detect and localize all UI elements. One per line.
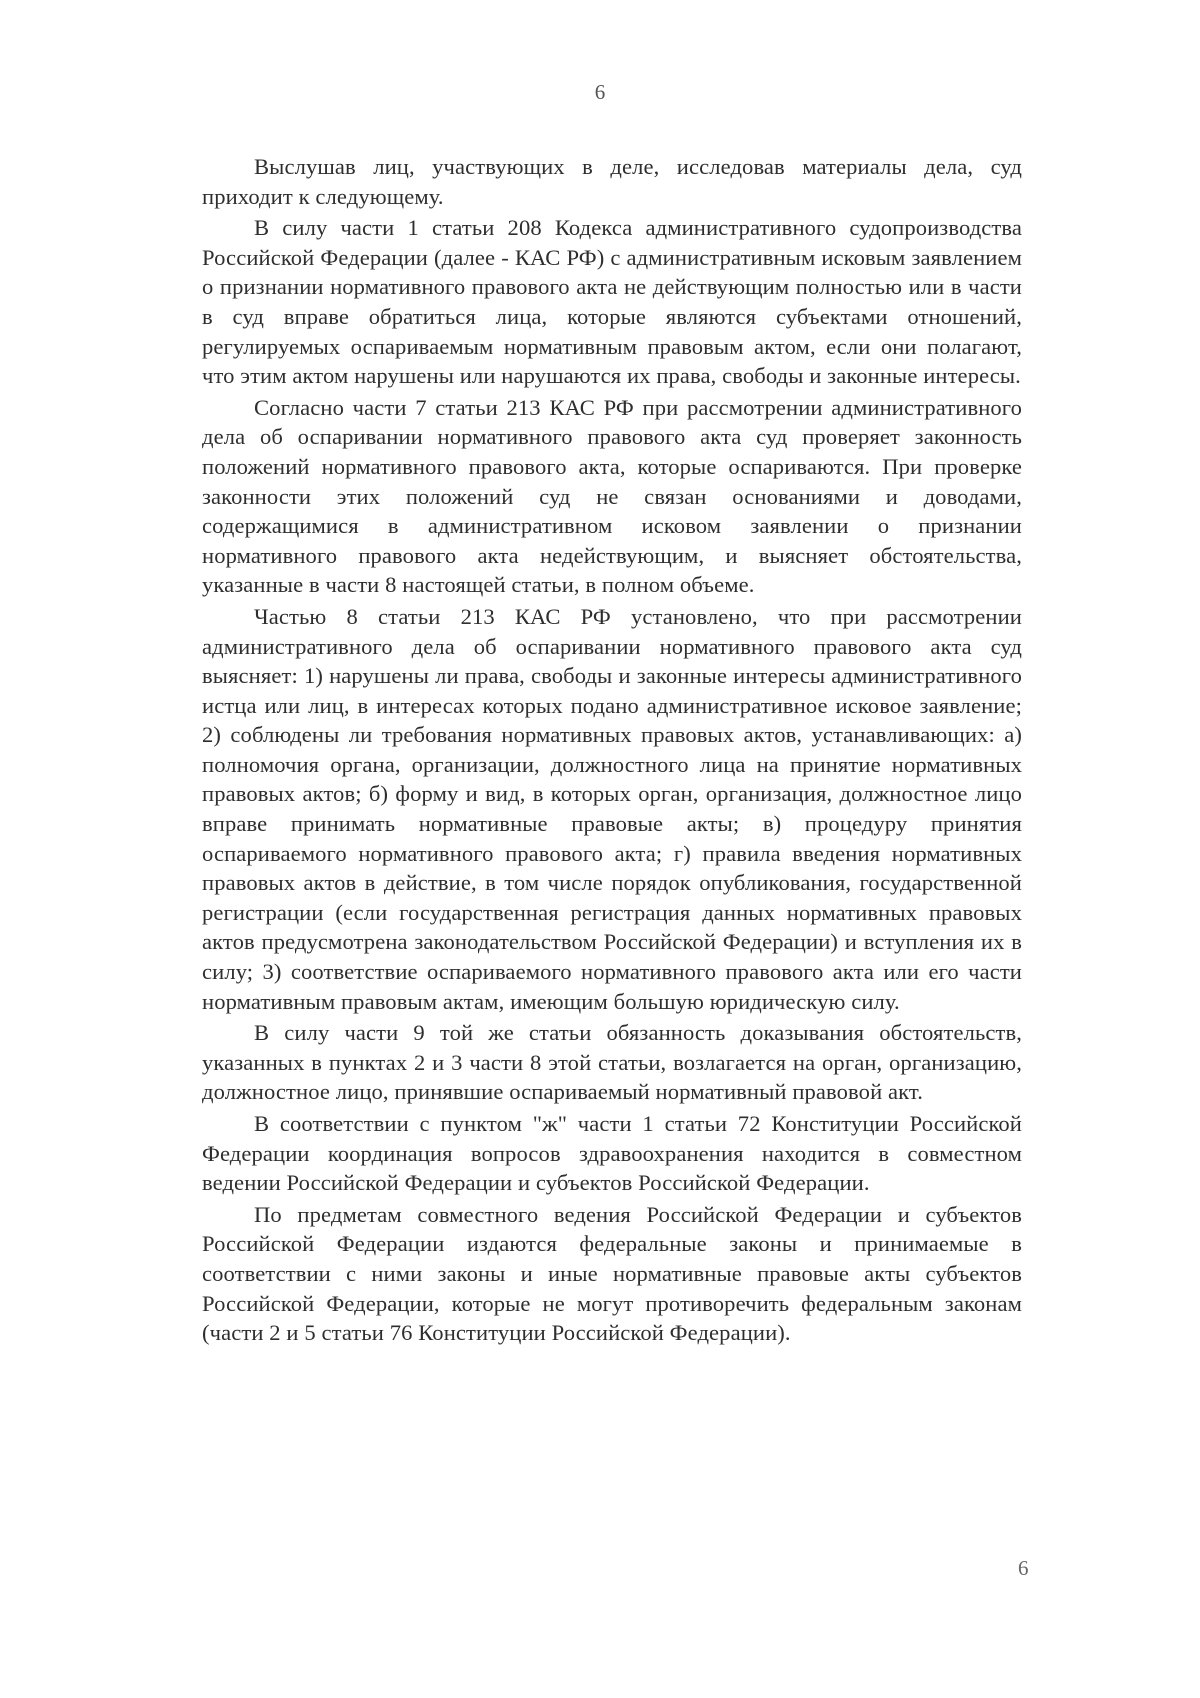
page-number-top: 6 (594, 80, 606, 104)
paragraph-hearing: Выслушав лиц, участвующих в деле, исследовав материалы дела, суд приходит к следующему. (202, 154, 1022, 209)
paragraph-article-213-part-8: Частью 8 статьи 213 КАС РФ установлено, что при рассмотрении административного дела об оспаривании нормативного правового акта суд выясняет: 1) нарушены ли права, свободы и законные интересы административного истца или лиц, в интересах которых подано административное исковое заявление; 2) соблюдены ли требования нормативных правовых актов, устанавливающих: а) полномочия органа, организации, должностного лица на принятие нормативных правовых актов; б) форму и вид, в которых орган, организация, должностное лицо вправе принимать нормативные правовые акты; в) процедуру принятия оспариваемого нормативного правового акта; г) правила введения нормативных правовых актов в действие, в том числе порядок опубликования, государственной регистрации (если государственная регистрация данных нормативных правовых актов предусмотрена законодательством Российской Федерации) и вступления их в силу; 3) соответствие оспариваемого нормативного правового акта или его части нормативным правовым актам, имеющим большую юридическую силу. (202, 603, 1022, 1014)
page-number-bottom: 6 (1018, 1556, 1029, 1580)
paragraph-article-213-part-7: Согласно части 7 статьи 213 КАС РФ при рассмотрении административного дела об оспаривании нормативного правового акта суд проверяет законность положений нормативного правового акта, которые оспариваются. При проверке законности этих положений суд не связан основаниями и доводами, содержащимися в административном исковом заявлении о признании нормативного правового акта недействующим, и выясняет обстоятельства, указанные в части 8 настоящей статьи, в полном объеме. (202, 394, 1022, 598)
paragraph-article-208: В силу части 1 статьи 208 Кодекса административного судопроизводства Российской Федерации (далее - КАС РФ) с административным исковым заявлением о признании нормативного правового акта не действующим полностью или в части в суд вправе обратиться лица, которые являются субъектами отношений, регулируемых оспариваемым нормативным правовым актом, если они полагают, что этим актом нарушены или нарушаются их права, свободы и законные интересы. (202, 215, 1022, 389)
document-body (202, 152, 1022, 1350)
paragraph-constitution-article-76: По предметам совместного ведения Российской Федерации и субъектов Российской Федерации издаются федеральные законы и принимаемые в соответствии с ними законы и иные нормативные правовые акты субъектов Российской Федерации, которые не могут противоречить федеральным законам (части 2 и 5 статьи 76 Конституции Российской Федерации). (202, 1201, 1022, 1346)
paragraph-article-213-part-9: В силу части 9 той же статьи обязанность доказывания обстоятельств, указанных в пунктах 2 и 3 части 8 этой статьи, возлагается на орган, организацию, должностное лицо, принявшие оспариваемый нормативный правовой акт. (202, 1020, 1022, 1105)
paragraph-constitution-article-72: В соответствии с пунктом "ж" части 1 статьи 72 Конституции Российской Федерации координация вопросов здравоохранения находится в совместном ведении Российской Федерации и субъектов Российской Федерации. (202, 1111, 1022, 1196)
